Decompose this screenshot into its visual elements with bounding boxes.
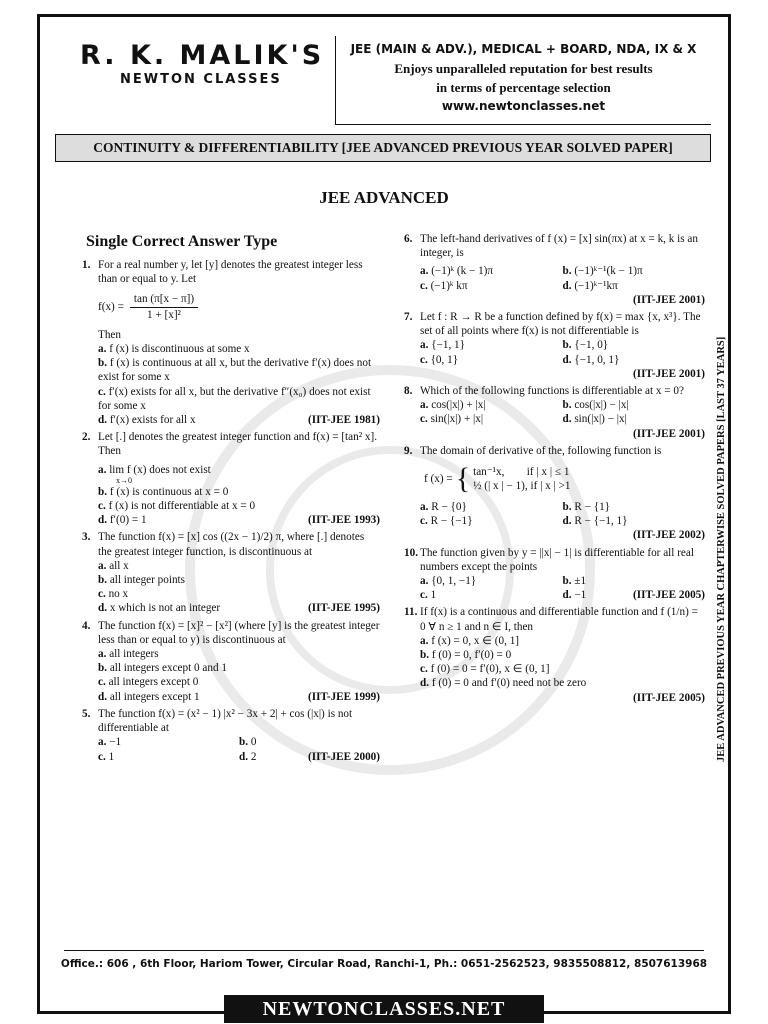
question-8: 8. Which of the following functions is differentiable at x = 0? a. cos(|x|) + |x| b. cos(|x|) − |x| c. sin(|x|) + |x| d. sin(|x|) − |x| (IIT-JEE 2001) bbox=[404, 385, 705, 440]
q2-option-b: b. f (x) is continuous at x = 0 bbox=[98, 485, 229, 498]
q3-option-a: a. all x bbox=[98, 559, 129, 572]
q11-option-d: d. f (0) = 0 and f′(0) need not be zero bbox=[420, 677, 587, 690]
q6-option-a: a. (−1)ᵏ (k − 1)π bbox=[420, 265, 494, 278]
q10-option-a: a. {0, 1, −1} bbox=[420, 575, 477, 588]
q5-option-d: d. 2 (IIT-JEE 2000) bbox=[239, 750, 380, 763]
q2-option-d: (IIT-JEE 1993) d. f′(0) = 1 bbox=[98, 514, 380, 527]
q7-option-b: b. {−1, 0} bbox=[562, 339, 609, 352]
q9-option-d: d. R − {−1, 1} bbox=[562, 515, 628, 528]
q4-option-c: c. all integers except 0 bbox=[98, 676, 199, 689]
q8-option-c: c. sin(|x|) + |x| bbox=[420, 413, 484, 426]
page-heading: JEE ADVANCED bbox=[319, 188, 449, 207]
question-7: 7. Let f : R → R be a function defined by f(x) = max {x, x³}. The set of all points where f(x) is not differentiable is a. {−1, 1} b. {−1, 0} c. {0, 1} d. {−1, 0, 1} (IIT-JEE 2001) bbox=[404, 311, 705, 380]
q4-option-b: b. all integers except 0 and 1 bbox=[98, 662, 227, 675]
q4-option-a: a. all integers bbox=[98, 648, 159, 661]
q11-option-b: b. f (0) = 0, f′(0) = 0 bbox=[420, 649, 512, 662]
site-bar[interactable]: NEWTONCLASSES.NET bbox=[224, 995, 544, 1023]
q11-option-a: a. f (x) = 0, x ∈ (0, 1] bbox=[420, 634, 520, 647]
q7-option-d: d. {−1, 0, 1} bbox=[562, 353, 620, 366]
question-4: 4. The function f(x) = [x]² − [x²] (where [y] is the greatest integer less than or equal to y) is discontinuous at a. all integers b. all integers except 0 and 1 c. all integers except 0 (IIT-JEE 1999) d. all integers except 1 bbox=[82, 619, 380, 703]
q8-source: (IIT-JEE 2001) bbox=[632, 427, 705, 440]
q1-option-b: b. f (x) is continuous at all x, but the derivative f′(x) does not exist for some x bbox=[98, 357, 372, 384]
q2-option-c: c. f (x) is not differentiable at x = 0 bbox=[98, 500, 256, 513]
q8-option-a: a. cos(|x|) + |x| bbox=[420, 399, 486, 412]
q11-source: (IIT-JEE 2005) bbox=[632, 691, 705, 704]
footer-divider bbox=[64, 950, 704, 951]
q1-option-c: c. f′(x) exists for all x, but the derivative f″(x₀) does not exist for some x bbox=[98, 385, 371, 412]
question-3: 3. The function f(x) = [x] cos ((2x − 1)/2) π, where [.] denotes the greatest integer function, is discontinuous at a. all x b. all integer points c. no x (IIT-JEE 1995) d. x which is not an integer bbox=[82, 531, 380, 615]
q3-option-b: b. all integer points bbox=[98, 574, 186, 587]
q1-formula: f(x) = $\frac{\tan (\pi[x - \pi])}{\text{1 + [x]²}}$ bbox=[98, 292, 380, 321]
question-6: 6. The left-hand derivatives of f (x) = [x] sin(πx) at x = k, k is an integer, is a. (−1)ᵏ (k − 1)π b. (−1)ᵏ⁻¹(k − 1)π c. (−1)ᵏ kπ d. (−1)ᵏ⁻¹kπ (IIT-JEE 2001) bbox=[404, 233, 705, 306]
q11-option-c: c. f (0) = 0 = f′(0), x ∈ (0, 1] bbox=[420, 663, 550, 676]
question-1: 1. For a real number y, let [y] denotes the greatest integer less than or equal to y. Let f(x) = $\frac{\tan (\pi[x - \pi])}{\text{1 + [x]²}}$ Then a. f (x) is discontinuous at some x b. f (x) is continuous at all x, but the derivative f′(x) does not exist for some x c. f′(x) exists for all x, but the derivative f″(x₀) does not exist for some x (IIT-JEE 1981) d. f′(x) exists for all x bbox=[82, 259, 380, 427]
chapter-banner: CONTINUITY & DIFFERENTIABILITY [JEE ADVANCED PREVIOUS YEAR SOLVED PAPER] bbox=[55, 134, 711, 162]
q7-option-a: a. {−1, 1} bbox=[420, 339, 466, 352]
logo-subtitle: NEWTON CLASSES bbox=[120, 72, 282, 87]
q3-option-c: c. no x bbox=[98, 588, 129, 601]
q10-option-c: c. 1 bbox=[420, 589, 437, 602]
q6-option-b: b. (−1)ᵏ⁻¹(k − 1)π bbox=[562, 265, 643, 278]
header-tagline-2: in terms of percentage selection bbox=[436, 80, 611, 95]
q8-option-b: b. cos(|x|) − |x| bbox=[562, 399, 629, 412]
q5-option-c: c. 1 bbox=[98, 750, 115, 763]
q1-option-d: (IIT-JEE 1981) d. f′(x) exists for all x bbox=[98, 414, 380, 427]
section-title: Single Correct Answer Type bbox=[86, 233, 278, 250]
question-10: 10. The function given by y = ||x| − 1| is differentiable for all real numbers except the points a. {0, 1, −1} b. ±1 c. 1 d. −1 (IIT-JEE 2005) bbox=[404, 546, 705, 602]
q6-source: (IIT-JEE 2001) bbox=[632, 293, 705, 306]
question-5: 5. The function f(x) = (x² − 1) |x² − 3x + 2| + cos (|x|) is not differentiable at a. −1 b. 0 c. 1 d. 2 (IIT-JEE 2000) bbox=[82, 707, 380, 763]
logo-title: R. K. MALIK'S bbox=[80, 40, 325, 71]
q2-option-a: a. lim f (x) does not exist x→0 bbox=[98, 463, 211, 485]
question-2: 2. Let [.] denotes the greatest integer function and f(x) = [tan² x]. Then a. lim f (x) does not exist x→0 b. f (x) is continuous at x = 0 c. f (x) is not differentiable at x = 0 (IIT-JEE 1993) d. f′(0) = 1 bbox=[82, 431, 380, 527]
q9-piecewise: f (x) = { tan⁻¹x, if | x | ≤ 1 ½ (| x | − 1), if | x | >1 bbox=[424, 462, 571, 496]
q7-option-c: c. {0, 1} bbox=[420, 353, 459, 366]
q5-option-b: b. 0 bbox=[239, 736, 257, 749]
header-website[interactable]: www.newtonclasses.net bbox=[441, 99, 606, 113]
q9-source: (IIT-JEE 2002) bbox=[632, 529, 705, 542]
q1-option-a: a. f (x) is discontinuous at some x bbox=[98, 343, 250, 356]
q6-option-c: c. (−1)ᵏ kπ bbox=[420, 279, 468, 292]
q8-option-d: d. sin(|x|) − |x| bbox=[562, 413, 627, 426]
left-column bbox=[82, 258, 380, 767]
q3-option-d: (IIT-JEE 1995) d. x which is not an integer bbox=[98, 602, 380, 615]
header-courses: JEE (MAIN & ADV.), MEDICAL + BOARD, NDA, IX & X bbox=[350, 42, 697, 56]
q4-option-d: (IIT-JEE 1999) d. all integers except 1 bbox=[98, 690, 380, 703]
header-info-box bbox=[335, 36, 711, 125]
header-tagline-1: Enjoys unparalleled reputation for best results bbox=[394, 61, 653, 76]
q9-option-a: a. R − {0} bbox=[420, 501, 467, 514]
right-column bbox=[404, 232, 705, 708]
question-9: 9. The domain of derivative of the, following function is f (x) = { tan⁻¹x, if | x | ≤ 1 ½ (| x | − 1), if | x | >1 a. R − {0} b. R − {1} c. R − {−1} d. R − {−1, 1} (IIT-JEE 2002) bbox=[404, 444, 705, 542]
q9-option-c: c. R − {−1} bbox=[420, 515, 473, 528]
q6-option-d: d. (−1)ᵏ⁻¹kπ bbox=[562, 279, 618, 292]
q5-option-a: a. −1 bbox=[98, 736, 122, 749]
office-address: Office.: 606 , 6th Floor, Hariom Tower, Circular Road, Ranchi-1, Ph.: 0651-2562523, 9835508812, 8507613968 bbox=[60, 958, 708, 970]
side-vertical-label: JEE ADVANCED PREVIOUS YEAR CHAPTERWISE SOLVED PAPERS [LAST 37 YEARS] bbox=[716, 336, 727, 762]
q10-option-d: d. −1 (IIT-JEE 2005) bbox=[562, 589, 705, 602]
q9-option-b: b. R − {1} bbox=[562, 501, 611, 514]
q10-option-b: b. ±1 bbox=[562, 575, 587, 588]
q7-source: (IIT-JEE 2001) bbox=[632, 367, 705, 380]
question-11: 11. If f(x) is a continuous and differentiable function and f (1/n) = 0 ∀ n ≥ 1 and n ∈ I, then a. f (x) = 0, x ∈ (0, 1] b. f (0) = 0, f′(0) = 0 c. f (0) = 0 = f′(0), x ∈ (0, 1] d. f (0) = 0 and f′(0) need not be zero (IIT-JEE 2005) bbox=[404, 606, 705, 704]
